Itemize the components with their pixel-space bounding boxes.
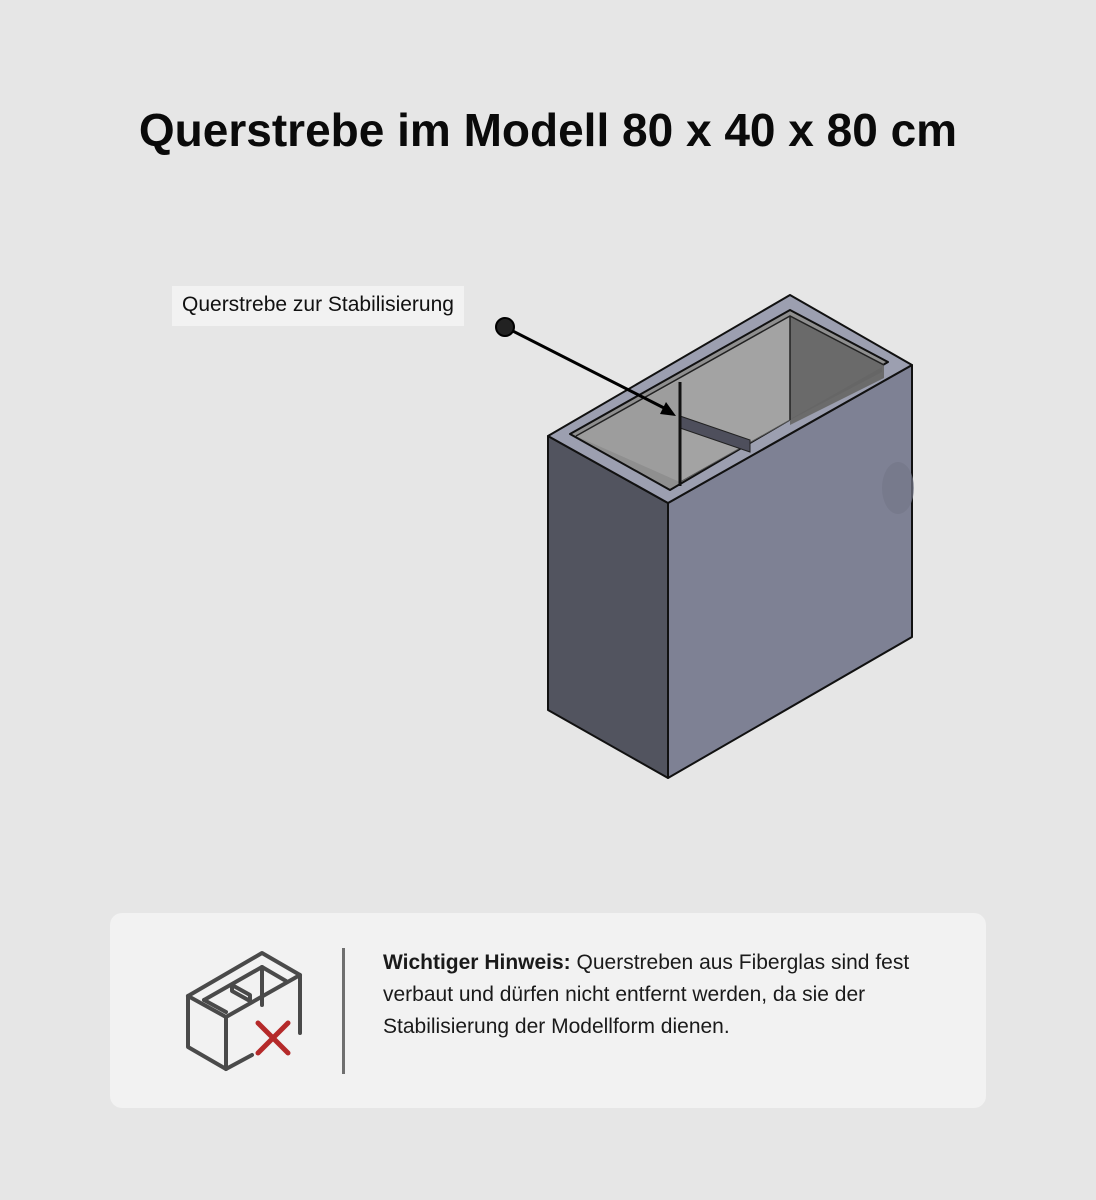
notice-text [383, 947, 923, 1043]
notice-body: Querstreben aus Fiberglas sind fest verbaut und dürfen nicht entfernt werden, da sie der Stabilisierung der Modellform dienen. [383, 951, 910, 1038]
callout-dot [496, 318, 514, 336]
box-with-red-x-icon [182, 945, 312, 1075]
callout-leader-line [505, 327, 668, 410]
notice-divider [342, 948, 345, 1074]
callout-label: Querstrebe zur Stabilisierung [172, 286, 464, 326]
notice-box [110, 913, 986, 1108]
notice-heading: Wichtiger Hinweis: [383, 951, 571, 974]
page-title: Querstrebe im Modell 80 x 40 x 80 cm [138, 104, 958, 156]
